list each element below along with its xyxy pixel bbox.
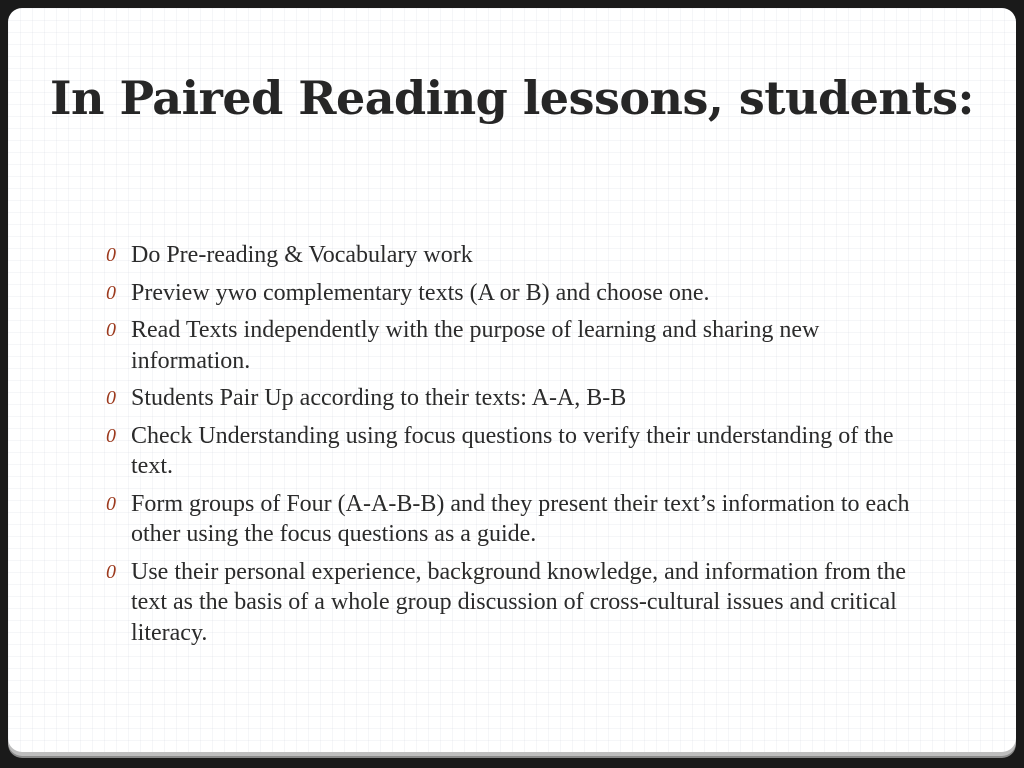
slide-title: In Paired Reading lessons, students:	[49, 71, 975, 125]
bullet-text: Form groups of Four (A-A-B-B) and they present their text’s information to each other using the focus questions as a guide.	[131, 490, 910, 547]
bullet-marker-icon: 0	[106, 319, 116, 341]
bullet-marker-icon: 0	[106, 281, 116, 304]
bullet-marker-icon: 0	[106, 424, 116, 447]
bullet-item	[106, 278, 926, 309]
bullet-item	[106, 315, 926, 376]
slide	[8, 8, 1016, 752]
bullet-text: Students Pair Up according to their texts: A-A, B-B	[131, 385, 627, 411]
bullet-item	[106, 240, 926, 271]
bullet-item	[106, 489, 926, 550]
bullet-marker-icon: 0	[106, 492, 116, 515]
bullet-text: Check Understanding using focus questions to verify their understanding of the text.	[131, 422, 894, 479]
bullet-marker-icon: 0	[106, 387, 116, 409]
bullet-text: Do Pre-reading & Vocabulary work	[131, 242, 473, 268]
bullet-marker-icon: 0	[106, 244, 116, 266]
bullet-item	[106, 557, 926, 649]
bullet-text: Read Texts independently with the purpose of learning and sharing new information.	[131, 317, 820, 374]
bullet-text: Preview ywo complementary texts (A or B) and choose one.	[131, 279, 710, 306]
bullet-text: Use their personal experience, background knowledge, and information from the text as the basis of a whole group discussion of cross-cultural issues and critical literacy.	[131, 558, 907, 646]
bullet-item	[106, 421, 926, 482]
bullet-marker-icon: 0	[106, 560, 116, 583]
bullet-list	[106, 240, 926, 655]
bullet-item	[106, 383, 926, 414]
